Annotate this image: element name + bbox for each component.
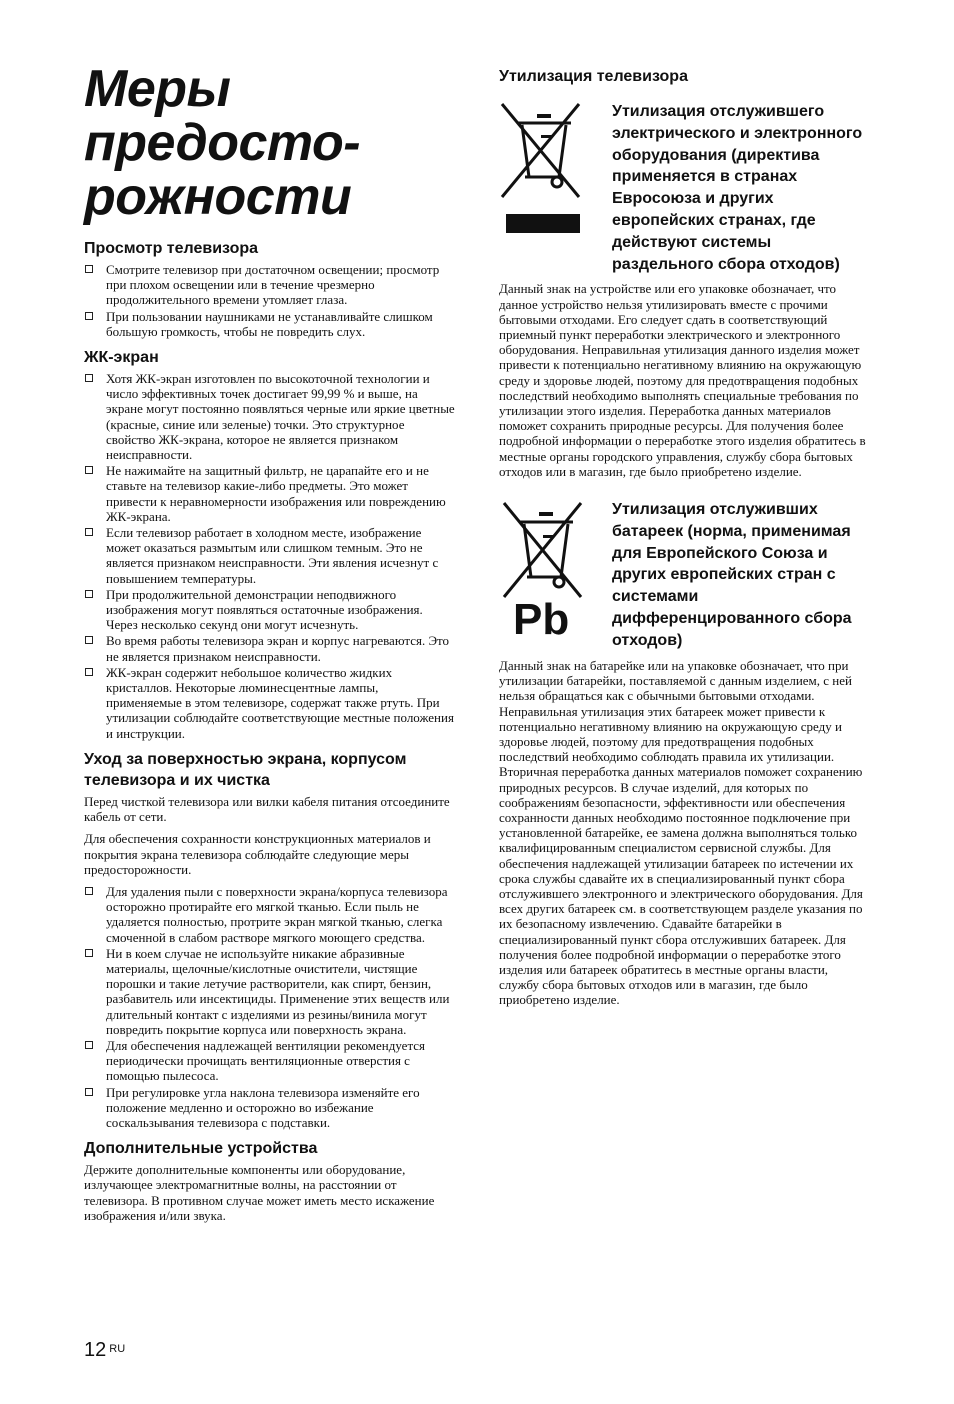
title-line-2: предосто- <box>84 114 361 172</box>
checkbox-bullet-icon <box>85 374 93 382</box>
checkbox-bullet-icon <box>85 636 93 644</box>
checkbox-bullet-icon <box>85 887 93 895</box>
weee-paragraph: Данный знак на устройстве или его упаковке обозначает, что данное устройство нельзя утилизировать вместе с прочими бытовыми отходами. Его следует сдать в соответствующий приемный пункт переработки электрического и электронного оборудования. Неправильная утилизация данного изделия может привести к потенциально негативному влиянию на окружающую среду и здоровье людей, поэтому для предотвращения подобных последствий необходимо выполнять специальные требования по утилизации этого изделия. Переработка данных материалов поможет сохранить природные ресурсы. Для получения более подробной информации о переработке этого изделия обратитесь в местные органы городского управления, службу сбора бытовых отходов или в магазин, где было приобретено изделие. <box>499 281 866 479</box>
list-item: Во время работы телевизора экран и корпус нагреваются. Это не является признаком неисправности. <box>84 633 456 663</box>
section-heading: Уход за поверхностью экрана, корпусом телевизора и их чистка <box>84 750 407 789</box>
paragraph: Для обеспечения сохранности конструкционных материалов и покрытия экрана телевизора соблюдайте следующие меры предосторожности. <box>84 831 431 877</box>
checkbox-bullet-icon <box>85 466 93 474</box>
checkbox-bullet-icon <box>85 265 93 273</box>
title-line-3: рожности <box>84 168 352 226</box>
list-item: Ни в коем случае не используйте никакие абразивные материалы, щелочные/кислотные очистители, чистящие порошки и такие летучие растворители, как спирт, бензин, разбавитель или инсектициды. Применение этих веществ или длительный контакт с изделиями из резины/винила могут повредить покрытие корпуса или поверхность экрана. <box>84 946 456 1037</box>
section-heading: Утилизация телевизора <box>499 68 688 85</box>
bullet-list <box>84 884 456 1130</box>
bullet-list <box>84 371 456 741</box>
weee-subheading: Утилизация отслужившего электрического и электронного оборудования (директива применяется в странах Евросоюза и других европейских странах, где действуют системы раздельного сбора отходов) <box>612 103 863 273</box>
list-item: При пользовании наушниками не устанавливайте слишком большую громкость, чтобы не повредить слух. <box>84 309 456 339</box>
battery-paragraph: Данный знак на батарейке или на упаковке обозначает, что при утилизации батарейки, поставляемой с данным изделием, с ней нельзя обращаться как с обычными бытовыми отходами. Неправильная утилизация этих батареек может привести к потенциально негативному влиянию на окружающую среду и здоровье людей, поэтому для предотвращения подобных последствий необходимо соблюдать правила их утилизации. Вторичная переработка данных материалов поможет сохранению природных ресурсов. В случае изделий, для которых по соображениям безопасности, эффективности или обеспечения сохранности данных необходимо постоянное подключение при установленной батарейке, ее замена должна выполняться только квалифицированным специалистом сервисной службы. Для обеспечения надлежащей утилизации батареек по истечении их срока службы сдавайте их в специализированный пункт сбора отслужившего электронного и электрического оборудования. Для всех других батареек см. в соответствующем разделе указания по их безопасному извлечению. Сдавайте батарейки в специализированный пункт сбора отслуживших батареек. Для получения более подробной информации о переработке этого изделия или батареек обратитесь в местные органы власти, службу сбора бытовых отходов или в магазин, где было приобретено изделие. <box>499 658 863 1008</box>
checkbox-bullet-icon <box>85 312 93 320</box>
list-item: Для обеспечения надлежащей вентиляции рекомендуется периодически прочищать вентиляционные отверстия с помощью пылесоса. <box>84 1038 456 1084</box>
list-item: При регулировке угла наклона телевизора изменяйте его положение медленно и осторожно во избежание соскальзывания телевизора с подставки. <box>84 1085 456 1131</box>
checkbox-bullet-icon <box>85 528 93 536</box>
page-number <box>84 1339 125 1362</box>
section-devices <box>84 1138 456 1223</box>
checkbox-bullet-icon <box>85 590 93 598</box>
list-item: ЖК-экран содержит небольшое количество жидких кристаллов. Некоторые люминесцентные лампы, применяемые в этом телевизоре, содержат также ртуть. При утилизации соблюдайте соответствующие местные положения и инструкции. <box>84 665 456 741</box>
section-heading: ЖК-экран <box>84 349 159 367</box>
battery-block-header <box>499 499 871 654</box>
list-item: Не нажимайте на защитный фильтр, не царапайте его и не ставьте на телевизор какие-либо предметы. Это может привести к неравномерности изображения или повреждению ЖК-экрана. <box>84 463 456 524</box>
pb-label: Pb <box>513 595 570 645</box>
page-number-value: 12 <box>84 1339 107 1361</box>
section-lcd <box>84 347 456 741</box>
right-column <box>499 66 871 1015</box>
list-item: При продолжительной демонстрации неподвижного изображения могут появляться остаточные изображения. Через несколько секунд они могут исчезнуть. <box>84 587 456 633</box>
list-item: Для удаления пыли с поверхности экрана/корпуса телевизора осторожно протирайте его мягкой тканью. Если пыль не удаляется полностью, протрите экран мягкой тканью, слегка смоченной в слабом растворе мягкого моющего средства. <box>84 884 456 945</box>
section-heading: Дополнительные устройства <box>84 1140 318 1158</box>
weee-block-header <box>499 101 871 275</box>
left-column <box>84 62 456 1230</box>
checkbox-bullet-icon <box>85 1041 93 1049</box>
section-viewing <box>84 238 456 339</box>
title-line-1: Меры <box>84 60 231 118</box>
list-item: Хотя ЖК-экран изготовлен по высокоточной технологии и число эффективных точек достигает 99,99 % и выше, на экране могут постоянно появляться черные или яркие цветные (красные, синие или зеленые) точки. Это структурное свойство ЖК-экрана, которое не является признаком неисправности. <box>84 371 456 462</box>
page-title <box>84 62 456 224</box>
battery-subheading: Утилизация отслуживших батареек (норма, применимая для Европейского Союза и других европейских стран с системами дифференцированного сбора отходов) <box>612 501 852 649</box>
section-care <box>84 749 456 1130</box>
checkbox-bullet-icon <box>85 949 93 957</box>
page-lang: RU <box>109 1343 126 1355</box>
weee-bin-icon <box>499 101 587 242</box>
checkbox-bullet-icon <box>85 668 93 676</box>
list-item: Смотрите телевизор при достаточном освещении; просмотр при плохом освещении или в течение чрезмерно продолжительного времени утомляет глаза. <box>84 262 456 308</box>
paragraph: Держите дополнительные компоненты или оборудование, излучающее электромагнитные волны, на расстоянии от телевизора. В противном случае может иметь место искажение изображения и/или звука. <box>84 1162 435 1223</box>
list-item: Если телевизор работает в холодном месте, изображение может оказаться размытым или слишком темным. Это не является признаком неисправности. Эти явления исчезнут с повышением температуры. <box>84 525 456 586</box>
paragraph: Перед чисткой телевизора или вилки кабеля питания отсоедините кабель от сети. <box>84 793 450 825</box>
bullet-list <box>84 262 456 339</box>
checkbox-bullet-icon <box>85 1088 93 1096</box>
battery-bin-icon <box>499 499 587 654</box>
section-heading: Просмотр телевизора <box>84 240 259 257</box>
